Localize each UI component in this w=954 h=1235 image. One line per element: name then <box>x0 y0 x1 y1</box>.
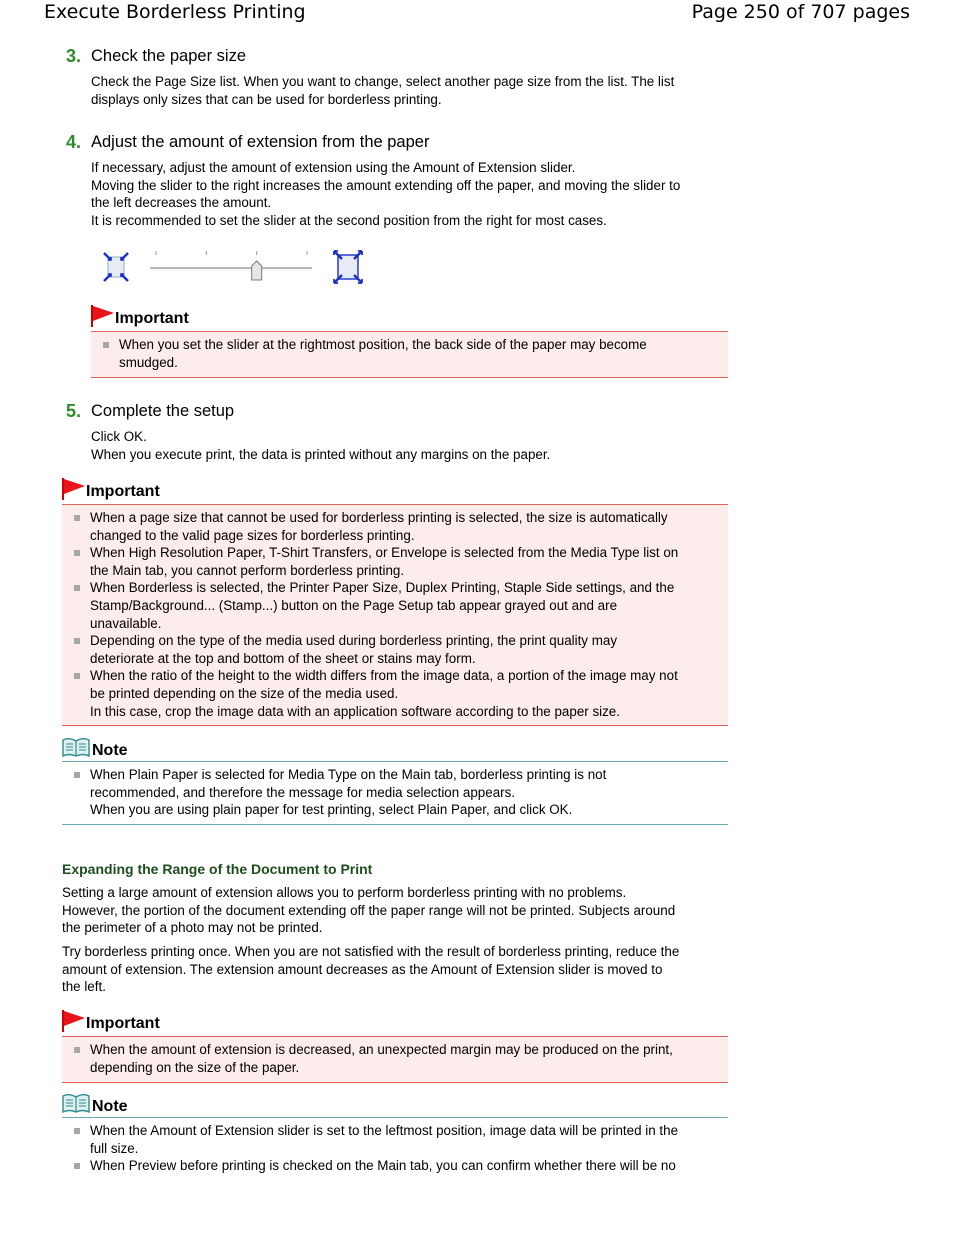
text-line: When a page size that cannot be used for borderless printing is selected, the size is automatically <box>90 510 668 525</box>
text-line: However, the portion of the document extending off the paper range will not be printed. Subjects around <box>62 902 676 918</box>
text-line: Check the Page Size list. When you want to change, select another page size from the list. The list <box>91 74 675 89</box>
bullet-square-icon <box>74 550 80 556</box>
page-number: Page 250 of 707 pages <box>691 1 910 23</box>
text-line: When you are using plain paper for test printing, select Plain Paper, and click OK. <box>90 802 573 818</box>
list-item <box>62 632 728 667</box>
text-line: In this case, crop the image data with an application software according to the paper size. <box>90 703 620 719</box>
important-box <box>91 331 728 378</box>
important-list <box>91 336 728 371</box>
text-line: Stamp/Background... (Stamp...) button on the Page Setup tab appear grayed out and are <box>90 597 618 613</box>
step-title: Complete the setup <box>91 402 235 420</box>
text-line: Try borderless printing once. When you are not satisfied with the result of borderless printing, reduce the <box>62 944 680 959</box>
note-list <box>62 1122 728 1175</box>
list-item <box>62 579 728 632</box>
bullet-square-icon <box>74 585 80 591</box>
text-line: smudged. <box>119 354 178 370</box>
book-icon <box>62 737 90 762</box>
list-item <box>62 1122 728 1157</box>
flag-icon <box>91 304 115 333</box>
important-box <box>62 1036 728 1083</box>
extension-slider-svg <box>100 246 370 286</box>
bullet-square-icon <box>74 638 80 644</box>
important-box <box>62 504 728 726</box>
flag-icon <box>62 477 86 506</box>
text-line: When Plain Paper is selected for Media Type on the Main tab, borderless printing is not <box>90 767 607 782</box>
flag-icon <box>62 1009 86 1038</box>
reduce-extension-icon <box>104 253 128 281</box>
step-number: 4. <box>66 132 82 152</box>
section-paragraph <box>62 884 675 937</box>
text-line: When you set the slider at the rightmost position, the back side of the paper may become <box>119 337 647 352</box>
page-header-title: Execute Borderless Printing <box>44 1 306 23</box>
text-line: If necessary, adjust the amount of extension using the Amount of Extension slider. <box>91 160 576 175</box>
text-line: When Borderless is selected, the Printer Paper Size, Duplex Printing, Staple Side settings, and the <box>90 580 675 596</box>
section-paragraph <box>62 943 679 996</box>
list-item <box>62 509 728 544</box>
slider-ticks <box>156 251 307 255</box>
text-line: When the ratio of the height to the width differs from the image data, a portion of the image may not <box>90 668 678 684</box>
text-line: It is recommended to set the slider at the second position from the right for most cases. <box>91 212 607 228</box>
step-5-body <box>91 428 550 463</box>
step-4-body <box>91 159 680 229</box>
text-line: be printed depending on the size of the media used. <box>90 685 399 701</box>
important-list <box>62 1041 728 1076</box>
list-item <box>62 766 728 819</box>
bullet-square-icon <box>74 1128 80 1134</box>
step-number: 5. <box>66 401 82 421</box>
slider-thumb[interactable] <box>252 261 262 280</box>
step-title: Check the paper size <box>91 47 247 65</box>
note-box <box>62 1117 728 1188</box>
bullet-square-icon <box>74 772 80 778</box>
extension-slider-figure <box>100 246 370 286</box>
important-title: Important <box>86 1015 160 1032</box>
bullet-square-icon <box>74 515 80 521</box>
important-title: Important <box>115 310 189 327</box>
step-title: Adjust the amount of extension from the paper <box>91 133 430 151</box>
text-line: Setting a large amount of extension allows you to perform borderless printing with no problems. <box>62 885 627 900</box>
text-line: changed to the valid page sizes for borderless printing. <box>90 527 415 543</box>
bullet-square-icon <box>74 1163 80 1169</box>
bullet-square-icon <box>74 673 80 679</box>
text-line: amount of extension. The extension amount decreases as the Amount of Extension slider is moved to <box>62 961 663 977</box>
text-line: Click OK. <box>91 429 147 444</box>
important-list <box>62 509 728 720</box>
text-line: When High Resolution Paper, T-Shirt Transfers, or Envelope is selected from the Media Type list on <box>90 545 679 561</box>
text-line: Depending on the type of the media used during borderless printing, the print quality may <box>90 633 618 649</box>
list-item <box>62 667 728 720</box>
list-item <box>62 1157 728 1175</box>
list-item <box>91 336 728 371</box>
text-line: When the amount of extension is decreased, an unexpected margin may be produced on the print, <box>90 1042 673 1057</box>
bullet-square-icon <box>74 1047 80 1053</box>
text-line: When you execute print, the data is printed without any margins on the paper. <box>91 446 551 462</box>
book-icon <box>62 1093 90 1118</box>
important-title: Important <box>86 483 160 500</box>
list-item <box>62 544 728 579</box>
text-line: When Preview before printing is checked on the Main tab, you can confirm whether there will be no <box>90 1158 676 1174</box>
step-number: 3. <box>66 46 82 66</box>
text-line: recommended, and therefore the message for media selection appears. <box>90 784 516 800</box>
slider-track <box>150 268 312 270</box>
text-line: Moving the slider to the right increases the amount extending off the paper, and moving the slider to <box>91 177 681 193</box>
section-heading: Expanding the Range of the Document to Print <box>62 861 373 877</box>
text-line: displays only sizes that can be used for borderless printing. <box>91 91 442 107</box>
note-list <box>62 766 728 819</box>
text-line: When the Amount of Extension slider is set to the leftmost position, image data will be printed in the <box>90 1123 679 1138</box>
text-line: the perimeter of a photo may not be printed. <box>62 920 323 936</box>
text-line: the left decreases the amount. <box>91 195 272 211</box>
text-line: the left. <box>62 979 106 995</box>
increase-extension-icon <box>334 251 362 283</box>
note-title: Note <box>92 1098 128 1115</box>
step-3-body <box>91 73 674 108</box>
note-box <box>62 761 728 825</box>
text-line: full size. <box>90 1140 139 1156</box>
text-line: the Main tab, you cannot perform borderless printing. <box>90 562 405 578</box>
text-line: unavailable. <box>90 615 162 631</box>
text-line: depending on the size of the paper. <box>90 1059 300 1075</box>
text-line: deteriorate at the top and bottom of the sheet or stains may form. <box>90 650 476 666</box>
bullet-square-icon <box>103 342 109 348</box>
list-item <box>62 1041 728 1076</box>
note-title: Note <box>92 742 128 759</box>
